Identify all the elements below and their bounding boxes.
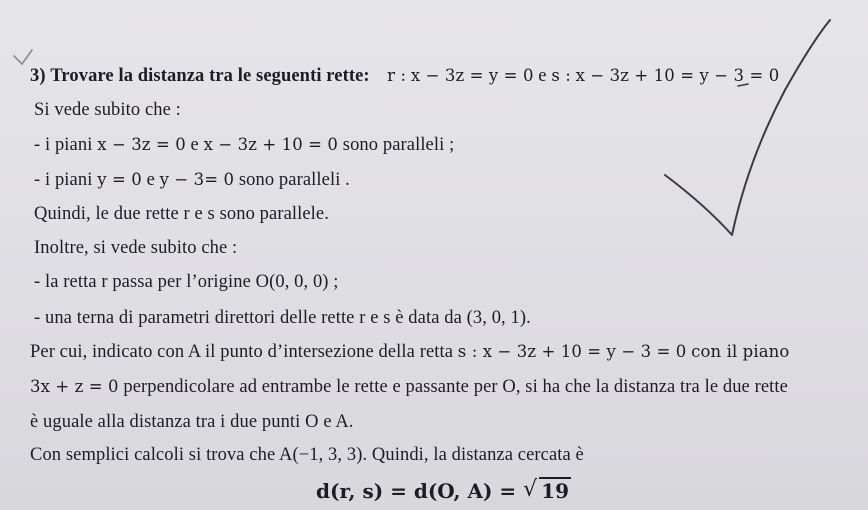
final-lhs: d(r, s) = d(O, A) =	[316, 479, 517, 503]
r-label: r :	[387, 66, 407, 85]
plane-eq-4: y − 3= 0	[159, 170, 235, 189]
parallel-conclusion: Quindi, le due rette r e s sono parallele.	[34, 204, 329, 224]
plane-eq-3: y = 0	[97, 170, 142, 189]
r-equation: x − 3z = y = 0	[410, 66, 534, 85]
plane-line-post: perpendicolare ad entrambe le rette e passante per O, si ha che la distanza tra le due rette	[123, 377, 788, 397]
origin-point: O(0, 0, 0) ;	[255, 272, 339, 292]
problem-title: Trovare la distanza tra le seguenti rette:	[50, 66, 370, 86]
moreover-line: Inoltre, si vede subito che :	[34, 238, 238, 258]
checkmark-icon	[665, 20, 830, 235]
plane-equation: 3x + z = 0	[30, 377, 119, 396]
conjunction: e	[538, 66, 547, 86]
point-a: A(−1, 3, 3). Quindi, la distanza cercata è	[279, 445, 584, 465]
sqrt-icon: √	[523, 477, 538, 502]
s-label: s :	[551, 66, 571, 85]
planes-line-1-pre: - i piani	[34, 135, 93, 155]
s-equation: x − 3z + 10 = y − 3 = 0	[575, 66, 780, 85]
planes-line-1-conj: e	[190, 135, 199, 155]
problem-number: 3)	[30, 66, 46, 86]
planes-line-1-post: sono paralleli ;	[342, 135, 455, 155]
planes-line-2-post: sono paralleli .	[238, 170, 350, 190]
small-tick-icon	[14, 50, 32, 64]
planes-line-2-conj: e	[146, 170, 155, 190]
intersection-line-post: con il piano	[691, 342, 790, 361]
calc-line-pre: Con semplici calcoli si trova che	[30, 445, 276, 465]
direction-line-pre: - una terna di parametri direttori delle rette r e s è data da	[34, 308, 462, 328]
plane-eq-2: x − 3z + 10 = 0	[203, 135, 339, 154]
planes-line-2-pre: - i piani	[34, 170, 93, 190]
direction-vector: (3, 0, 1).	[466, 308, 531, 328]
check-tail-icon	[738, 84, 748, 86]
radicand: 19	[541, 479, 569, 503]
intro-line: Si vede subito che :	[34, 100, 181, 120]
origin-line-pre: - la retta r passa per l’origine	[34, 272, 251, 292]
intersection-line-pre: Per cui, indicato con A il punto d’intersezione della retta	[30, 342, 454, 362]
s-equation-repeat: s : x − 3z + 10 = y − 3 = 0	[457, 342, 687, 361]
plane-eq-1: x − 3z = 0	[97, 135, 186, 154]
distance-equality-line: è uguale alla distanza tra i due punti O e A.	[30, 412, 354, 432]
